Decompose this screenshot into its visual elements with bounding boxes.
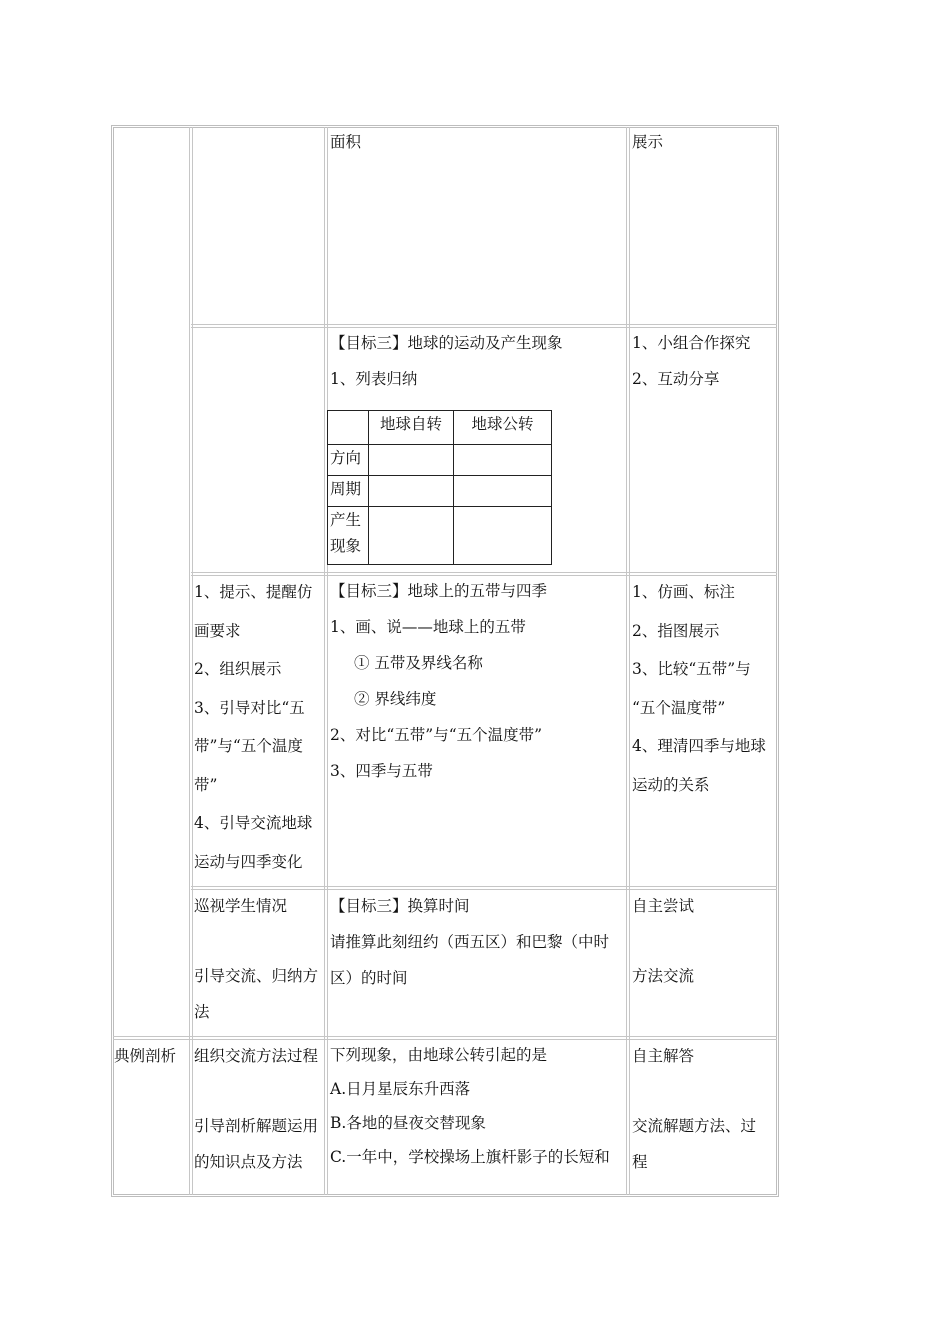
cell-text: A.日月星辰东升西落 (330, 1080, 471, 1098)
cell-text: 2、互动分享 (632, 370, 720, 388)
column-divider (189, 127, 193, 1195)
cell-text: 1、列表归纳 (330, 370, 418, 388)
cell-text: 法 (194, 1003, 210, 1021)
cell-text: 3、四季与五带 (330, 762, 433, 780)
cell-text: 区）的时间 (330, 969, 408, 987)
cell-text: 【目标三】换算时间 (330, 897, 470, 915)
cell-text: 下列现象，由地球公转引起的是 (330, 1046, 548, 1064)
cell-text: 引导剖析解题运用 (194, 1117, 319, 1135)
student-cell (632, 325, 750, 397)
section-label: 典例剖析 (114, 1047, 177, 1065)
cell-text: 引导交流、归纳方 (194, 967, 319, 985)
table-cell (454, 476, 552, 506)
table-header-cell (328, 411, 369, 445)
cell-text: 3、引导对比“五 (194, 698, 305, 717)
row-label-text: 现象 (330, 536, 362, 555)
content-cell (330, 888, 609, 996)
cell-text: 方法交流 (632, 967, 695, 985)
cell-text: 【目标三】地球的运动及产生现象 (330, 334, 563, 352)
content-cell (330, 124, 361, 160)
content-cell (330, 1038, 610, 1174)
cell-text: 面积 (330, 133, 362, 151)
cell-text: B.各地的昼夜交替现象 (330, 1114, 486, 1132)
cell-text: 运动与四季变化 (194, 852, 303, 871)
table-cell (454, 445, 552, 476)
teacher-cell (194, 888, 318, 1030)
table-header-cell: 地球自转 (369, 411, 454, 445)
cell-text: 2、指图展示 (632, 621, 720, 640)
cell-text: 2、对比“五带”与“五个温度带” (330, 726, 543, 744)
cell-text: 【目标三】地球上的五带与四季 (330, 582, 548, 600)
cell-text: 3、比较“五带”与 (632, 660, 751, 678)
table-row-label (328, 476, 369, 506)
cell-text: 交流解题方法、过 (632, 1117, 757, 1135)
cell-text: 展示 (632, 133, 664, 151)
column-divider (626, 127, 630, 1195)
cell-text: 程 (632, 1153, 648, 1171)
table-cell (369, 506, 454, 564)
student-cell (632, 124, 663, 160)
cell-text: 的知识点及方法 (194, 1153, 303, 1171)
section-cell (114, 1038, 176, 1074)
teacher-cell (194, 1038, 318, 1180)
cell-text: 巡视学生情况 (194, 897, 288, 915)
table-row-label (328, 506, 369, 564)
cell-text: 带” (194, 775, 218, 794)
row-label-text: 周期 (330, 480, 362, 499)
row-label-text: 产生 (330, 510, 362, 529)
cell-text: 1、画、说——地球上的五带 (330, 618, 526, 636)
cell-text: 请推算此刻纽约（西五区）和巴黎（中时 (330, 933, 610, 951)
cell-text: 自主解答 (632, 1047, 695, 1065)
cell-text: 1、仿画、标注 (632, 583, 735, 601)
cell-text: 画要求 (194, 621, 241, 640)
content-cell (330, 325, 563, 397)
cell-text: 1、小组合作探究 (632, 334, 751, 352)
cell-text: 带”与“五个温度 (194, 737, 303, 755)
student-cell (632, 1038, 756, 1180)
earth-motion-table (327, 410, 552, 565)
student-cell (632, 888, 694, 994)
cell-text: 4、引导交流地球 (194, 814, 313, 832)
row-label-text: 方向 (330, 449, 362, 468)
cell-text: 4、理清四季与地球 (632, 737, 766, 755)
cell-text: “五个温度带” (632, 698, 726, 717)
cell-text: 运动的关系 (632, 775, 710, 794)
cell-text: 1、提示、提醒仿 (194, 583, 313, 601)
table-header-cell: 地球公转 (454, 411, 552, 445)
column-divider (324, 127, 328, 1195)
cell-text: C.一年中，学校操场上旗杆影子的长短和 (330, 1148, 610, 1166)
cell-text: ① 五带及界线名称 (354, 654, 483, 672)
table-cell (369, 445, 454, 476)
table-cell (369, 476, 454, 506)
cell-text: 自主尝试 (632, 897, 695, 915)
teacher-cell (194, 573, 312, 881)
cell-text: 组织交流方法过程 (194, 1047, 319, 1065)
cell-text: 2、组织展示 (194, 660, 282, 678)
student-cell (632, 573, 766, 804)
cell-text: ② 界线纬度 (354, 690, 437, 708)
table-cell (454, 506, 552, 564)
content-cell (330, 573, 547, 789)
table-row-label (328, 445, 369, 476)
